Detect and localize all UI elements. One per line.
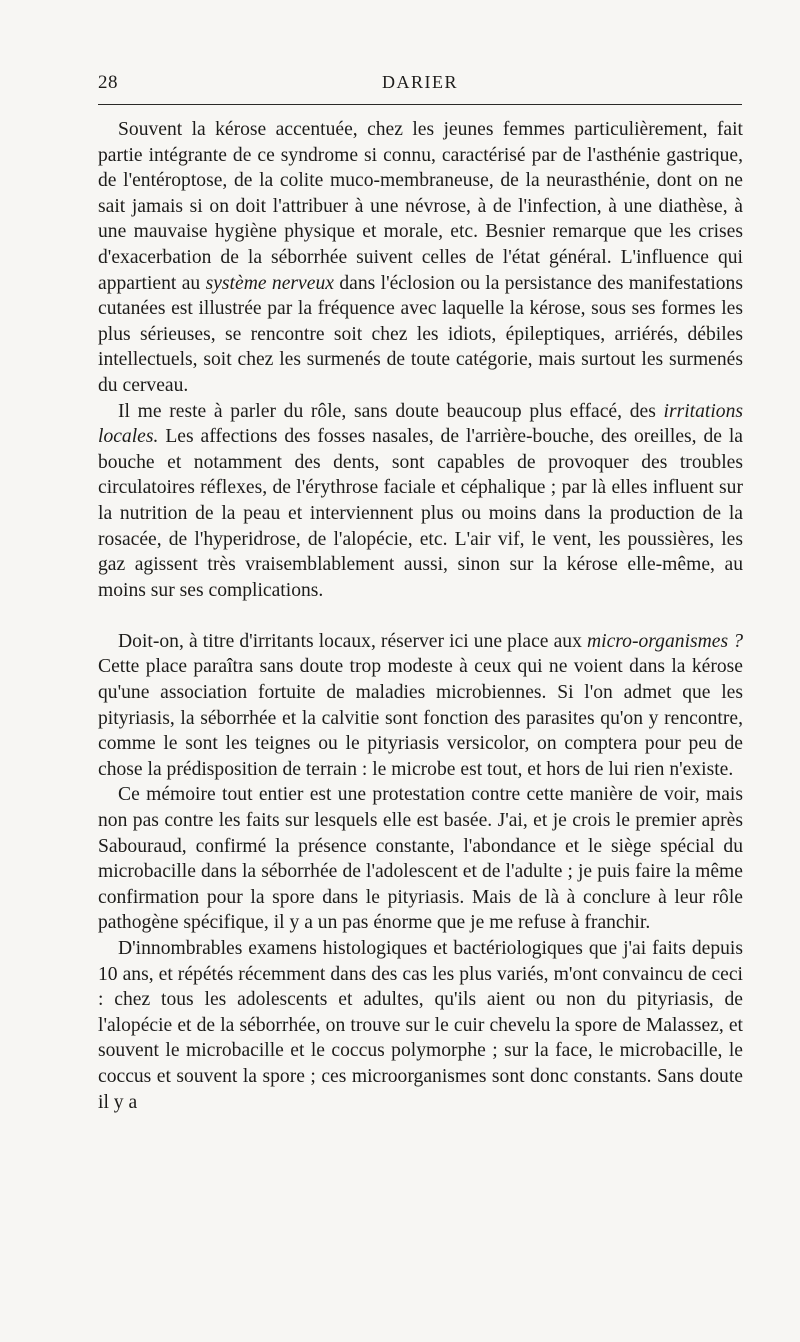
page-number: 28 (98, 72, 118, 93)
paragraph-micro-organismes: Doit-on, à titre d'irritants locaux, réserver ici une place aux micro-organismes ? Cette place paraîtra sans doute trop modeste à ceux qui ne voient dans la kérose qu'une association fortuite de maladies microbiennes. Si l'on admet que les pityriasis, la séborrhée et la calvitie sont fonction des parasites qu'on y rencontre, comme le sont les teignes ou le pityriasis versicolor, on comptera pour peu de chose la prédisposition de terrain : le microbe est tout, et hors de lui rien n'existe. (98, 630, 743, 780)
italic-term: irritations locales. (98, 400, 743, 448)
paragraph-protestation: Ce mémoire tout entier est une protestation contre cette manière de voir, mais non pas contre les faits sur lesquels elle est basée. J'ai, et je crois le premier après Sabouraud, confirmé la présence constante, l'abondance et le siège spécial du microbacille dans la séborrhée de l'adolescent et de l'adulte ; je puis faire la même confirmation pour la spore dans le pityriasis. Mais de là à conclure à leur rôle pathogène spécifique, il y a un pas énorme que je me refuse à franchir. (98, 784, 743, 934)
page-header (98, 72, 742, 102)
paragraph-examens: D'innombrables examens histologiques et bactériologiques que j'ai faits depuis 10 ans, et répétés récemment dans des cas les plus variés, m'ont convaincu de ceci : chez tous les adolescents et adultes, qu'ils aient ou non du pityriasis, de l'alopécie et de la séborrhée, on trouve sur le cuir chevelu la spore de Malassez, et souvent le microbacille et le coccus polymorphe ; sur la face, le microbacille, le coccus et souvent la spore ; ces microorganismes sont donc constants. Sans doute il y a (98, 938, 743, 1113)
italic-term: système nerveux (205, 272, 334, 294)
paragraph-irritations-locales: Il me reste à parler du rôle, sans doute beaucoup plus effacé, des irritations locales. Les affections des fosses nasales, de l'arrière-bouche, des oreilles, de la bouche et notamment des dents, sont capables de provoquer des troubles circulatoires réflexes, de l'érythrose faciale et céphalique ; par là elles influent sur la nutrition de la peau et interviennent plus ou moins dans la production de la rosacée, de l'hyperidrose, de l'alopécie, etc. L'air vif, le vent, les poussières, les gaz agissent très vraisemblablement aussi, sinon sur la kérose elle-même, au moins sur ses complications. (98, 400, 743, 601)
italic-term: micro-organismes ? (586, 630, 743, 652)
paragraph-systeme-nerveux: Souvent la kérose accentuée, chez les jeunes femmes particulièrement, fait partie intégrante de ce syndrome si connu, caractérisé par de l'asthénie gastrique, de l'entéroptose, de la colite muco-membraneuse, de la neurasthénie, dont on ne sait jamais si on doit l'attribuer à une névrose, à de l'infection, à une diathèse, à une mauvaise hygiène physique et morale, etc. Besnier remarque que les crises d'exacerbation de la séborrhée suivent celles de l'état général. L'influence qui appartient au système nerveux dans l'éclosion ou la persistance des manifestations cutanées est illustrée par la fréquence avec laquelle la kérose, sous ses formes les plus sérieuses, se rencontre soit chez les idiots, épileptiques, arriérés, débiles intellectuels, soit chez les surmenés de toute catégorie, mais surtout les surmenés du cerveau. (98, 119, 743, 396)
header-rule (98, 104, 742, 105)
body-text (98, 117, 743, 1115)
running-head: DARIER (382, 72, 458, 92)
